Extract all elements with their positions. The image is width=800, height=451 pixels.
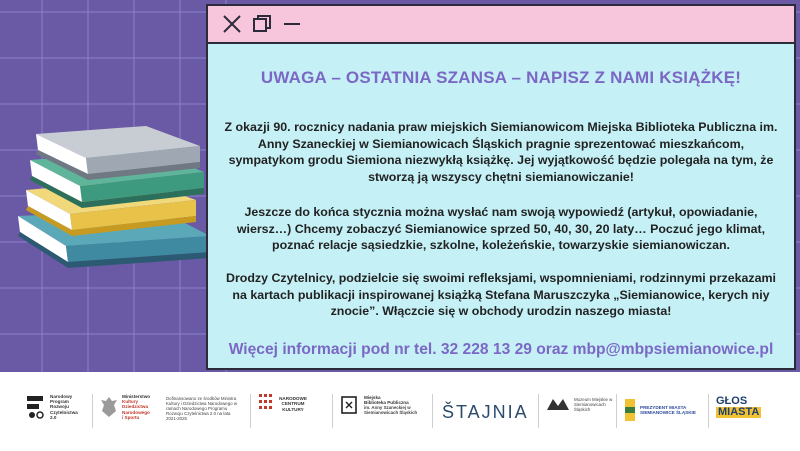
stajnia-logo	[442, 402, 529, 423]
nck-label: NARODOWE CENTRUM KULTURY	[279, 396, 307, 412]
message-window	[206, 4, 796, 370]
museum-logo	[546, 396, 614, 412]
divider	[332, 394, 333, 428]
divider	[616, 394, 617, 428]
ministry-line3: Dziedzictwa Narodowego	[122, 404, 150, 415]
mbp-line3: im. Anny Szaneckiej w Siemianowicach Śląskich	[364, 405, 418, 416]
ministry-line2: Kultury	[122, 399, 139, 405]
divider	[538, 394, 539, 428]
window-titlebar	[208, 6, 794, 44]
funding-note: Dofinansowano ze środków Ministra Kultury i Dziedzictwa Narodowego w ramach Narodowego Programu Rozwoju Czytelnictwa 2.0 na lata 2021-2025	[166, 396, 238, 421]
glos-miasta-logo	[716, 396, 761, 418]
nprcz-logo	[26, 394, 84, 420]
ministry-line4: i Sportu	[122, 414, 140, 420]
nprcz-label: Narodowy Program Rozwoju Czytelnictwa 2.0	[50, 394, 78, 420]
president-line1: PREZYDENT MIASTA	[640, 404, 687, 410]
mbp-book-icon	[340, 394, 360, 416]
nck-icon	[258, 392, 274, 416]
close-icon[interactable]	[222, 14, 242, 34]
city-crest-icon	[624, 398, 636, 422]
sponsor-logos-bar	[0, 372, 800, 451]
paragraph-deadline: Jeszcze do końca stycznia można wysłać nam swoją wypowiedź (artykuł, opowiadanie, wiersz…) Chcemy zobaczyć Siemianowice sprzed 50, 40, 30, 20 laty… Poczuć jego klimat, poznać relacje sąsiedzkie, szkolne, koleżeńskie, towarzyskie siemianowiczan.	[236, 205, 766, 252]
paragraph-invitation: Drodzy Czytelnicy, podzielcie się swoimi refleksjami, wspomnieniami, rodzinnymi przekazami na kartach publikacji inspirowanej książką Stefana Maruszczyka „Siemianowice, kerych niy znocie”. Włączcie się w obchody urodzin naszego miasta!	[226, 271, 776, 318]
ministry-logo	[100, 394, 158, 420]
headline: UWAGA – OSTATNIA SZANSA – NAPISZ Z NAMI KSIĄŻKĘ!	[260, 68, 742, 87]
museum-icon	[546, 396, 570, 412]
divider	[432, 394, 433, 428]
mbp-line1: Miejska	[364, 394, 381, 400]
museum-label: Muzeum Miejskie w Siemianowicach Śląskich	[574, 396, 613, 412]
president-line2: SIEMIANOWICE ŚLĄSKIE	[640, 410, 696, 415]
contact-info: Więcej informacji pod nr tel. 32 228 13 29 oraz mbp@mbpsiemianowice.pl	[228, 341, 774, 358]
nprcz-icon	[26, 394, 46, 420]
stajnia-label: ŠTAJNIA	[442, 402, 529, 422]
restore-icon[interactable]	[252, 14, 272, 34]
glos-line2: MIASTA	[718, 406, 760, 418]
president-logo	[624, 398, 704, 422]
nck-logo	[258, 392, 308, 416]
mbp-logo	[340, 394, 432, 416]
divider	[92, 394, 93, 428]
glos-line1: GŁOS	[716, 395, 748, 407]
mbp-line2: Biblioteka Publiczna	[364, 400, 409, 405]
ministry-line1: Ministerstwo	[122, 394, 151, 399]
divider	[250, 394, 251, 428]
eagle-icon	[100, 395, 118, 419]
divider	[708, 394, 709, 428]
minimize-icon[interactable]	[282, 14, 302, 34]
paragraph-anniversary: Z okazji 90. rocznicy nadania praw miejskich Siemianowicom Miejska Biblioteka Publiczna im. Anny Szaneckiej w Siemianowicach Śląskich pragnie sprezentować mieszkańcom, sympatykom grodu Siemiona niezwykłą książkę. Jej wyjątkowość będzie polegała na tym, że stworzą ją wszyscy chętni siemianowiczanie!	[224, 120, 778, 184]
